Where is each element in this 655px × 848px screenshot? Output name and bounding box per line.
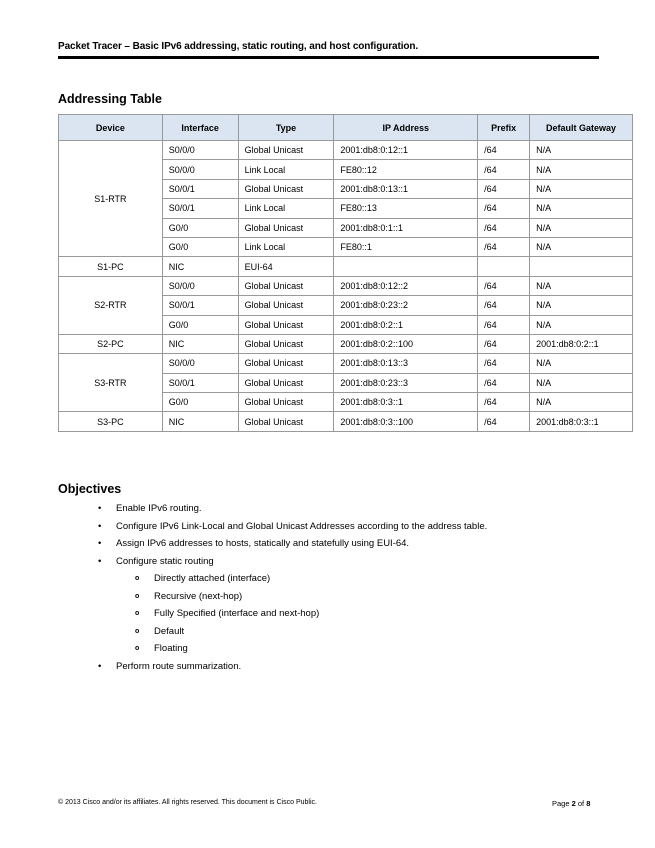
ip-address-cell: 2001:db8:0:2::1 [334, 315, 478, 334]
objective-text: Enable IPv6 routing. [116, 503, 202, 514]
ip-address-cell: 2001:db8:0:2::100 [334, 334, 478, 353]
gateway-cell: N/A [530, 179, 633, 198]
page-total: 8 [586, 799, 591, 808]
type-cell: Global Unicast [238, 354, 334, 373]
column-header-prefix: Prefix [478, 115, 530, 141]
footer-copyright: © 2013 Cisco and/or its affiliates. All rights reserved. This document is Cisco Public. [58, 799, 317, 806]
type-cell: EUI-64 [238, 257, 334, 276]
static-routing-sublist [116, 570, 487, 658]
table-row [59, 412, 633, 431]
prefix-cell: /64 [478, 179, 530, 198]
gateway-cell [530, 257, 633, 276]
prefix-cell: /64 [478, 199, 530, 218]
device-cell: S3-PC [59, 412, 163, 431]
type-cell: Link Local [238, 199, 334, 218]
gateway-cell: N/A [530, 199, 633, 218]
objective-text: Assign IPv6 addresses to hosts, statically and statefully using EUI-64. [116, 538, 410, 549]
page-word: Page [552, 799, 570, 808]
interface-cell: NIC [162, 412, 238, 431]
page-of: of [577, 799, 585, 808]
ip-address-cell: 2001:db8:0:13::3 [334, 354, 478, 373]
ip-address-cell: FE80::12 [334, 160, 478, 179]
objective-item [98, 553, 487, 658]
table-row [59, 276, 633, 295]
type-cell: Global Unicast [238, 412, 334, 431]
gateway-cell: N/A [530, 296, 633, 315]
objective-item [98, 518, 487, 536]
prefix-cell: /64 [478, 141, 530, 160]
ip-address-cell: 2001:db8:0:12::2 [334, 276, 478, 295]
prefix-cell: /64 [478, 334, 530, 353]
interface-cell: S0/0/1 [162, 179, 238, 198]
header-divider [58, 56, 599, 59]
page-current: 2 [571, 799, 576, 808]
column-header-interface: Interface [162, 115, 238, 141]
interface-cell: G0/0 [162, 393, 238, 412]
type-cell: Global Unicast [238, 276, 334, 295]
objectives-list [98, 500, 487, 675]
gateway-cell: N/A [530, 160, 633, 179]
prefix-cell: /64 [478, 160, 530, 179]
type-cell: Global Unicast [238, 334, 334, 353]
ip-address-cell: 2001:db8:0:23::2 [334, 296, 478, 315]
sub-objective-item: o Default [134, 623, 487, 641]
ip-address-cell: 2001:db8:0:12::1 [334, 141, 478, 160]
gateway-cell: N/A [530, 354, 633, 373]
prefix-cell [478, 257, 530, 276]
ip-address-cell: 2001:db8:0:3::1 [334, 393, 478, 412]
ip-address-cell: FE80::13 [334, 199, 478, 218]
gateway-cell: 2001:db8:0:2::1 [530, 334, 633, 353]
interface-cell: G0/0 [162, 218, 238, 237]
type-cell: Link Local [238, 237, 334, 256]
gateway-cell: N/A [530, 276, 633, 295]
sub-objective-item: o Recursive (next-hop) [134, 588, 487, 606]
ip-address-cell [334, 257, 478, 276]
prefix-cell: /64 [478, 218, 530, 237]
prefix-cell: /64 [478, 393, 530, 412]
type-cell: Global Unicast [238, 296, 334, 315]
column-header-ip-address: IP Address [334, 115, 478, 141]
objective-item [98, 658, 487, 676]
objective-text: Perform route summarization. [116, 660, 242, 672]
type-cell: Link Local [238, 160, 334, 179]
gateway-cell: N/A [530, 315, 633, 334]
prefix-cell: /64 [478, 412, 530, 431]
prefix-cell: /64 [478, 354, 530, 373]
device-cell: S3-RTR [59, 354, 163, 412]
table-header-row [59, 115, 633, 141]
interface-cell: S0/0/1 [162, 373, 238, 392]
interface-cell: S0/0/0 [162, 276, 238, 295]
device-cell: S2-RTR [59, 276, 163, 334]
ip-address-cell: 2001:db8:0:3::100 [334, 412, 478, 431]
device-cell: S1-PC [59, 257, 163, 276]
addressing-table-heading: Addressing Table [58, 92, 162, 106]
table-row [59, 257, 633, 276]
objective-item [98, 500, 487, 518]
sub-objective-item: o Fully Specified (interface and next-hop) [134, 605, 487, 623]
gateway-cell: N/A [530, 237, 633, 256]
sub-objective-item: o Floating [134, 640, 487, 658]
gateway-cell: N/A [530, 373, 633, 392]
ip-address-cell: 2001:db8:0:13::1 [334, 179, 478, 198]
device-cell: S2-PC [59, 334, 163, 353]
table-row [59, 354, 633, 373]
ip-address-cell: 2001:db8:0:23::3 [334, 373, 478, 392]
interface-cell: S0/0/1 [162, 199, 238, 218]
type-cell: Global Unicast [238, 179, 334, 198]
type-cell: Global Unicast [238, 393, 334, 412]
type-cell: Global Unicast [238, 141, 334, 160]
prefix-cell: /64 [478, 373, 530, 392]
column-header-device: Device [59, 115, 163, 141]
ip-address-cell: FE80::1 [334, 237, 478, 256]
interface-cell: NIC [162, 334, 238, 353]
sub-objective-item: o Directly attached (interface) [134, 570, 487, 588]
interface-cell: S0/0/0 [162, 141, 238, 160]
table-row [59, 334, 633, 353]
objective-text: Configure IPv6 Link-Local and Global Unicast Addresses according to the address table. [116, 520, 488, 532]
prefix-cell: /64 [478, 276, 530, 295]
ip-address-cell: 2001:db8:0:1::1 [334, 218, 478, 237]
prefix-cell: /64 [478, 237, 530, 256]
gateway-cell: N/A [530, 141, 633, 160]
device-cell: S1-RTR [59, 141, 163, 257]
table-row [59, 141, 633, 160]
document-header-title: Packet Tracer – Basic IPv6 addressing, static routing, and host configuration. [58, 41, 419, 52]
gateway-cell: 2001:db8:0:3::1 [530, 412, 633, 431]
type-cell: Global Unicast [238, 218, 334, 237]
column-header-default-gateway: Default Gateway [530, 115, 633, 141]
addressing-table-body [59, 141, 633, 432]
prefix-cell: /64 [478, 315, 530, 334]
objectives-heading: Objectives [58, 482, 122, 496]
type-cell: Global Unicast [238, 373, 334, 392]
type-cell: Global Unicast [238, 315, 334, 334]
interface-cell: S0/0/0 [162, 160, 238, 179]
gateway-cell: N/A [530, 218, 633, 237]
objective-text: Configure static routing [116, 555, 214, 567]
addressing-table [58, 114, 633, 432]
interface-cell: G0/0 [162, 237, 238, 256]
interface-cell: NIC [162, 257, 238, 276]
gateway-cell: N/A [530, 393, 633, 412]
prefix-cell: /64 [478, 296, 530, 315]
interface-cell: G0/0 [162, 315, 238, 334]
objective-item [98, 535, 487, 553]
footer-page-number [552, 799, 590, 808]
interface-cell: S0/0/1 [162, 296, 238, 315]
interface-cell: S0/0/0 [162, 354, 238, 373]
column-header-type: Type [238, 115, 334, 141]
